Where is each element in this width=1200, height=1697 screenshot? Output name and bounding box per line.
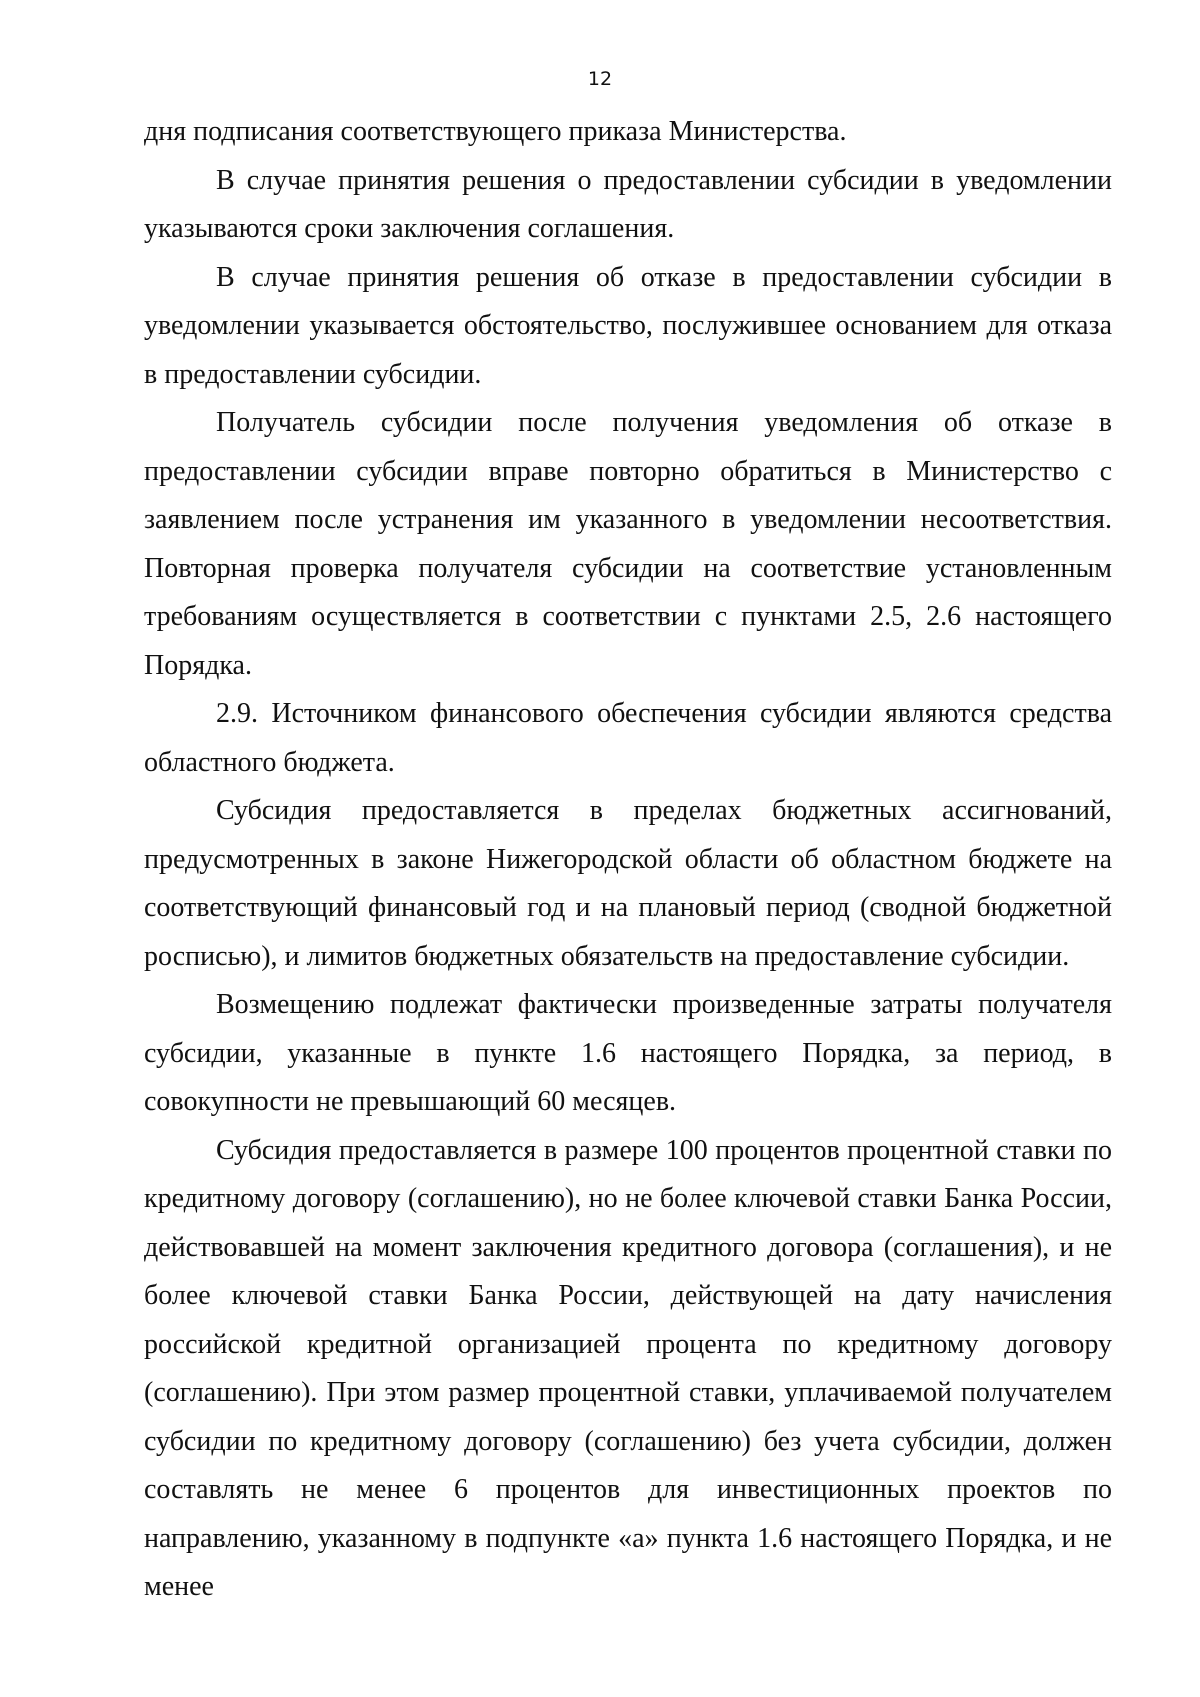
- paragraph-reapplication: Получатель субсидии после получения уведомления об отказе в предоставлении субсидии вправе повторно обратиться в Министерство с заявлением после устранения им указанного в уведомлении несоответствия. Повторная проверка получателя субсидии на соответствие установленным требованиям осуществляется в соответствии с пунктами 2.5, 2.6 настоящего Порядка.: [144, 407, 1112, 681]
- paragraph-refusal-notice: В случае принятия решения об отказе в предоставлении субсидии в уведомлении указывается обстоятельство, послужившее основанием для отказа в предоставлении субсидии.: [144, 261, 1112, 390]
- paragraph-budget-limits: Субсидия предоставляется в пределах бюджетных ассигнований, предусмотренных в законе Нижегородской области об областном бюджете на соответствующий финансовый год и на плановый период (сводной бюджетной росписью), и лимитов бюджетных обязательств на предоставление субсидии.: [144, 795, 1112, 972]
- paragraph-subsidy-rate: Субсидия предоставляется в размере 100 процентов процентной ставки по кредитному договору (соглашению), но не более ключевой ставки Банка России, действовавшей на момент заключения кредитного договора (соглашения), и не более ключевой ставки Банка России, действующей на дату начисления российской кредитной организацией процента по кредитному договору (соглашению). При этом размер процентной ставки, уплачиваемой получателем субсидии по кредитному договору (соглашению) без учета субсидии, должен составлять не менее 6 процентов для инвестиционных проектов по направлению, указанному в подпункте «а» пункта 1.6 настоящего Порядка, и не менее: [144, 1134, 1112, 1602]
- paragraph-continuation: дня подписания соответствующего приказа Министерства.: [144, 116, 847, 147]
- paragraph-decision-notice: В случае принятия решения о предоставлении субсидии в уведомлении указываются сроки заключения соглашения.: [144, 164, 1112, 244]
- paragraph-reimbursement-period: Возмещению подлежат фактически произведенные затраты получателя субсидии, указанные в пункте 1.6 настоящего Порядка, за период, в совокупности не превышающий 60 месяцев.: [144, 989, 1112, 1117]
- document-body: [144, 108, 1112, 1612]
- page-number: 12: [587, 68, 613, 90]
- paragraph-funding-source: 2.9. Источником финансового обеспечения субсидии являются средства областного бюджета.: [144, 698, 1112, 778]
